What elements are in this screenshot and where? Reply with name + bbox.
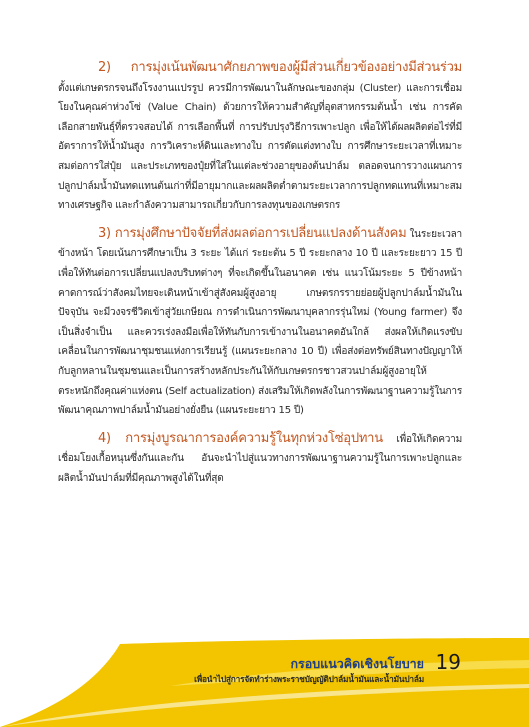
section-3-body: ในระยะเวลาข้างหน้า โดยเน้นการศึกษาเป็น 3 ระยะ ได้แก่ ระยะต้น 5 ปี ระยะกลาง 10 ปี และระยะยาว 15 ปี เพื่อให้ทันต่อการเปลี่ยนแปลงบริบทต่างๆ ที่จะเกิดขึ้นในอนาคต เช่น แนวโน้มระยะ 5 ปีข้างหน้า คาดการณ์ว่าสังคมไทยจะเดินหน้าเข้าสู่สังคมผู้สูงอายุ เกษตรกรรายย่อยผู้ปลูกปาล์มน้ำมันในปัจจุบัน จะมีวงจรชีวิตเข้าสู่วัยเกษียณ การดำเนินการพัฒนาบุคลากรรุ่นใหม่ (Young farmer) จึงเป็นสิ่งจำเป็น และควรเร่งลงมือเพื่อให้ทันกับการเข้างานในอนาคตอันใกล้ ส่งผลให้เกิดแรงขับเคลื่อนในการพัฒนาชุมชนแห่งการเรียนรู้ (แผนระยะกลาง 10 ปี) เพื่อส่งต่อทรัพย์สินทางปัญญาให้กับลูกหลานในชุมชนและเป็นการสร้างหลักประกันให้กับเกษตรกรชาวสวนปาล์มผู้สูงอายุให้ตระหนักถึงคุณค่าแห่งตน (Self actualization) ส่งเสริมให้เกิดพลังในการพัฒนาฐานความรู้ในการพัฒนาคุณภาพปาล์มน้ำมันอย่างยั่งยืน (แผนระยะยาว 15 ปี) (58, 228, 462, 417)
section-3-heading: 3) การมุ่งศึกษาปัจจัยที่ส่งผลต่อการเปลี่ยนแปลงด้านสังคม (98, 225, 407, 241)
section-4-heading: 4) การมุ่งบูรณาการองค์ความรู้ในทุกห่วงโซ่อุปทาน (98, 430, 383, 446)
section-4 (58, 429, 462, 489)
section-4-body: เพื่อให้เกิดความเชื่อมโยงเกื้อหนุนซึ่งกันและกัน อันจะนำไปสู่แนวทางการพัฒนาฐานความรู้ในการเพาะปลูกและผลิตน้ำมันปาล์มที่มีคุณภาพสูงได้ในที่สุด (58, 433, 462, 484)
footer-title: กรอบแนวคิดเชิงนโยบาย (290, 656, 424, 671)
page-footer (0, 638, 529, 727)
page-number: 19 (435, 650, 461, 674)
section-3 (58, 224, 462, 421)
section-2-heading: 2) การมุ่งเน้นพัฒนาศักยภาพของผู้มีส่วนเกี่ยวข้องอย่างมีส่วนร่วม (98, 60, 462, 75)
section-2 (58, 58, 462, 216)
footer-subtitle: เพื่อนำไปสู่การจัดทำร่างพระราชบัญญัติปาล์มน้ำมันและน้ำมันปาล์ม (194, 674, 424, 684)
section-2-body: ตั้งแต่เกษตรกรจนถึงโรงงานแปรรูป ควรมีการพัฒนาในลักษณะของกลุ่ม (Cluster) และการเชื่อมโยงในคุณค่าห่วงโซ่ (Value Chain) ด้วยการให้ความสำคัญที่อุตสาหกรรมต้นน้ำ เช่น การคัดเลือกสายพันธุ์ที่ตรวจสอบได้ การเลือกพื้นที่ การปรับปรุงวิธีการเพาะปลูก เพื่อให้ได้ผลผลิตต่อไร่ที่มีอัตราการให้น้ำมันสูง การวิเคราะห์ดินและทางใบ การตัดแต่งทางใบ การศึกษาระยะเวลาที่เหมาะสมต่อการใส่ปุ๋ย และประเภทของปุ๋ยที่ใส่ในแต่ละช่วงอายุของต้นปาล์ม ตลอดจนการวางแผนการปลูกปาล์มน้ำมันทดแทนต้นเก่าที่มีอายุมากและผลผลิตต่ำตามระยะเวลาการปลูกทดแทนที่เหมาะสมทางเศรษฐกิจ และกำลังความสามารถเกี่ยวกับการลงทุนของเกษตรกร (58, 82, 462, 212)
document-body (58, 58, 462, 496)
